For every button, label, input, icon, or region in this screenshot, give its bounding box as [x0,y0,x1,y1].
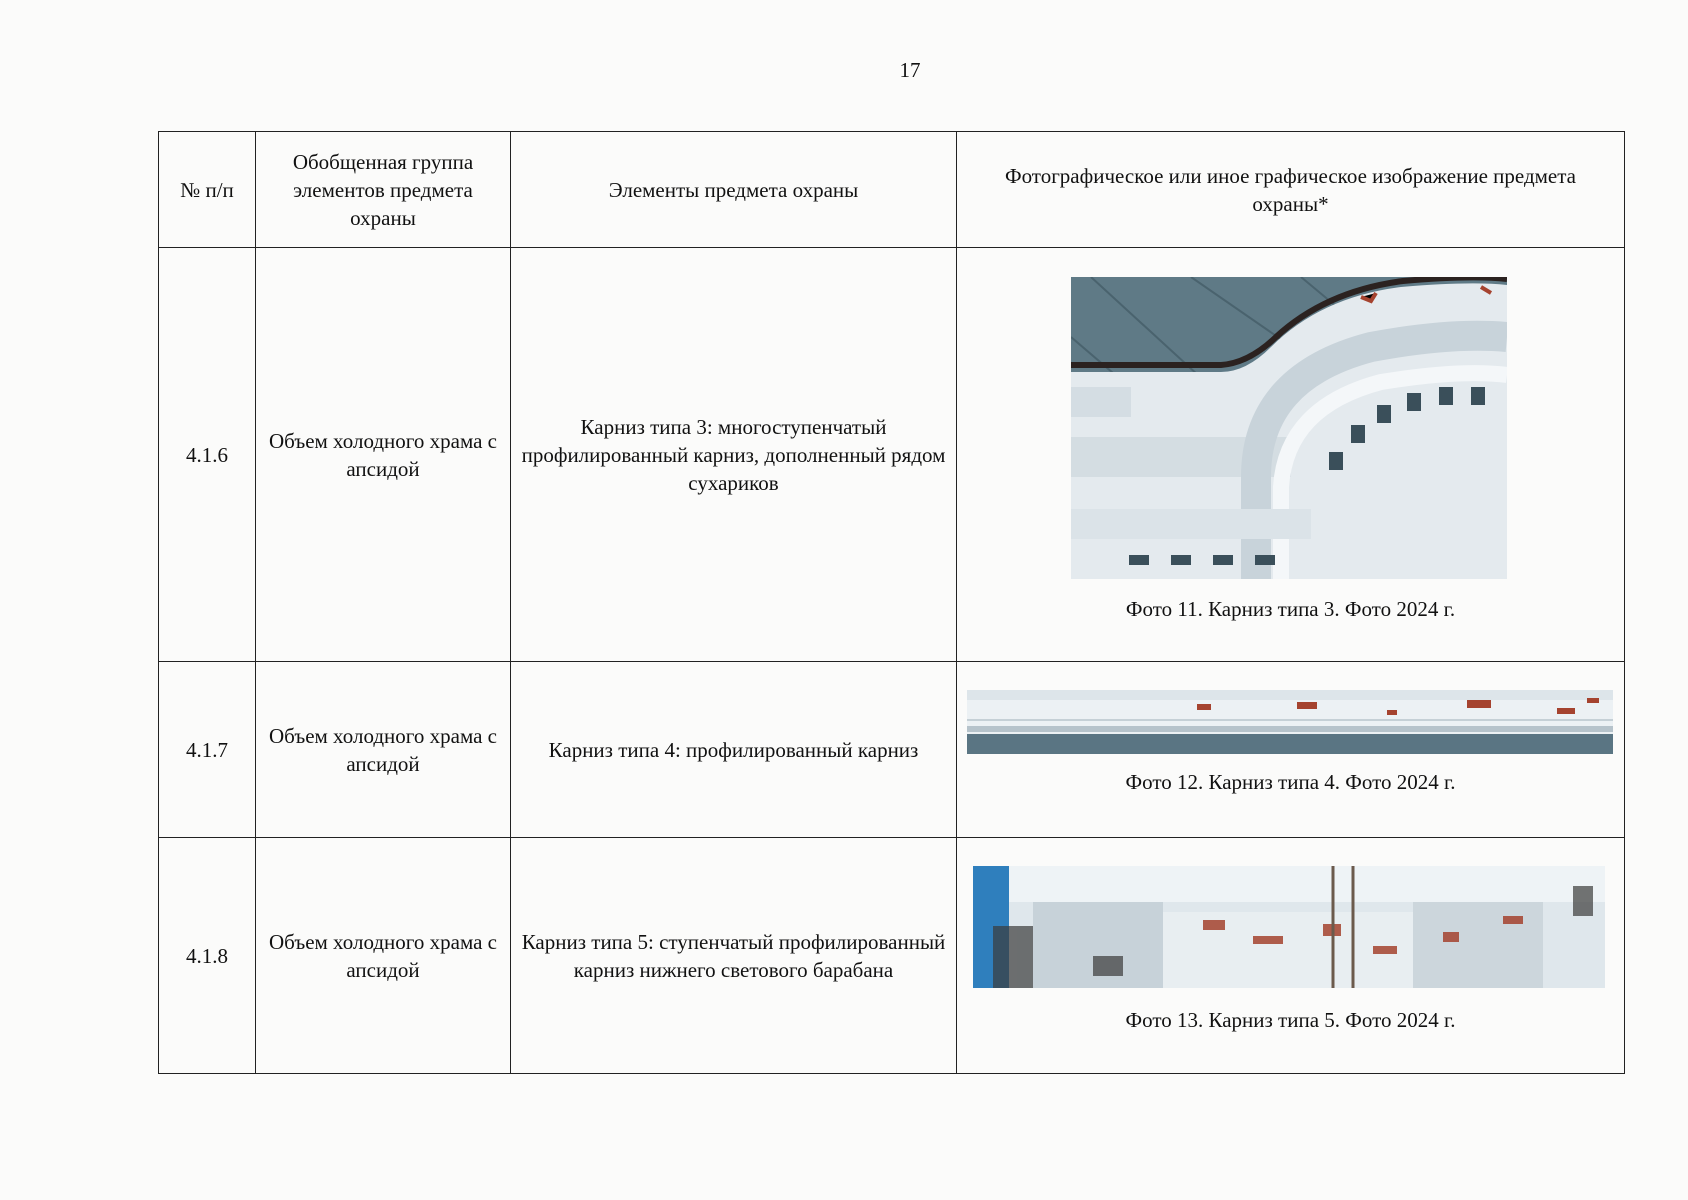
table-header-row [159,132,1625,248]
header-group: Обобщенная группа элементов предмета охраны [256,132,511,248]
header-photo: Фотографическое или иное графическое изображение предмета охраны* [957,132,1625,248]
header-elements: Элементы предмета охраны [511,132,957,248]
protection-elements-table [158,131,1625,1074]
table-row [159,248,1625,662]
row-element: Карниз типа 4: профилированный карниз [511,662,957,838]
row-group: Объем холодного храма с апсидой [256,248,511,662]
row-number: 4.1.7 [159,662,256,838]
photo-cornice-type-3 [1071,277,1507,579]
photo-caption: Фото 12. Карниз типа 4. Фото 2024 г. [1125,770,1456,794]
row-group: Объем холодного храма с апсидой [256,838,511,1074]
page-number: 17 [899,58,921,82]
row-element: Карниз типа 3: многоступенчатый профилированный карниз, дополненный рядом сухариков [511,248,957,662]
row-photo-cell [957,248,1625,662]
row-group: Объем холодного храма с апсидой [256,662,511,838]
photo-caption: Фото 13. Карниз типа 5. Фото 2024 г. [1125,1008,1456,1032]
row-number: 4.1.6 [159,248,256,662]
header-number: № п/п [159,132,256,248]
photo-caption: Фото 11. Карниз типа 3. Фото 2024 г. [1125,597,1456,621]
table-row [159,662,1625,838]
row-photo-cell [957,662,1625,838]
photo-cornice-type-5 [973,866,1605,988]
row-photo-cell [957,838,1625,1074]
row-element: Карниз типа 5: ступенчатый профилированный карниз нижнего светового барабана [511,838,957,1074]
row-number: 4.1.8 [159,838,256,1074]
table-row [159,838,1625,1074]
photo-cornice-type-4 [967,690,1613,754]
